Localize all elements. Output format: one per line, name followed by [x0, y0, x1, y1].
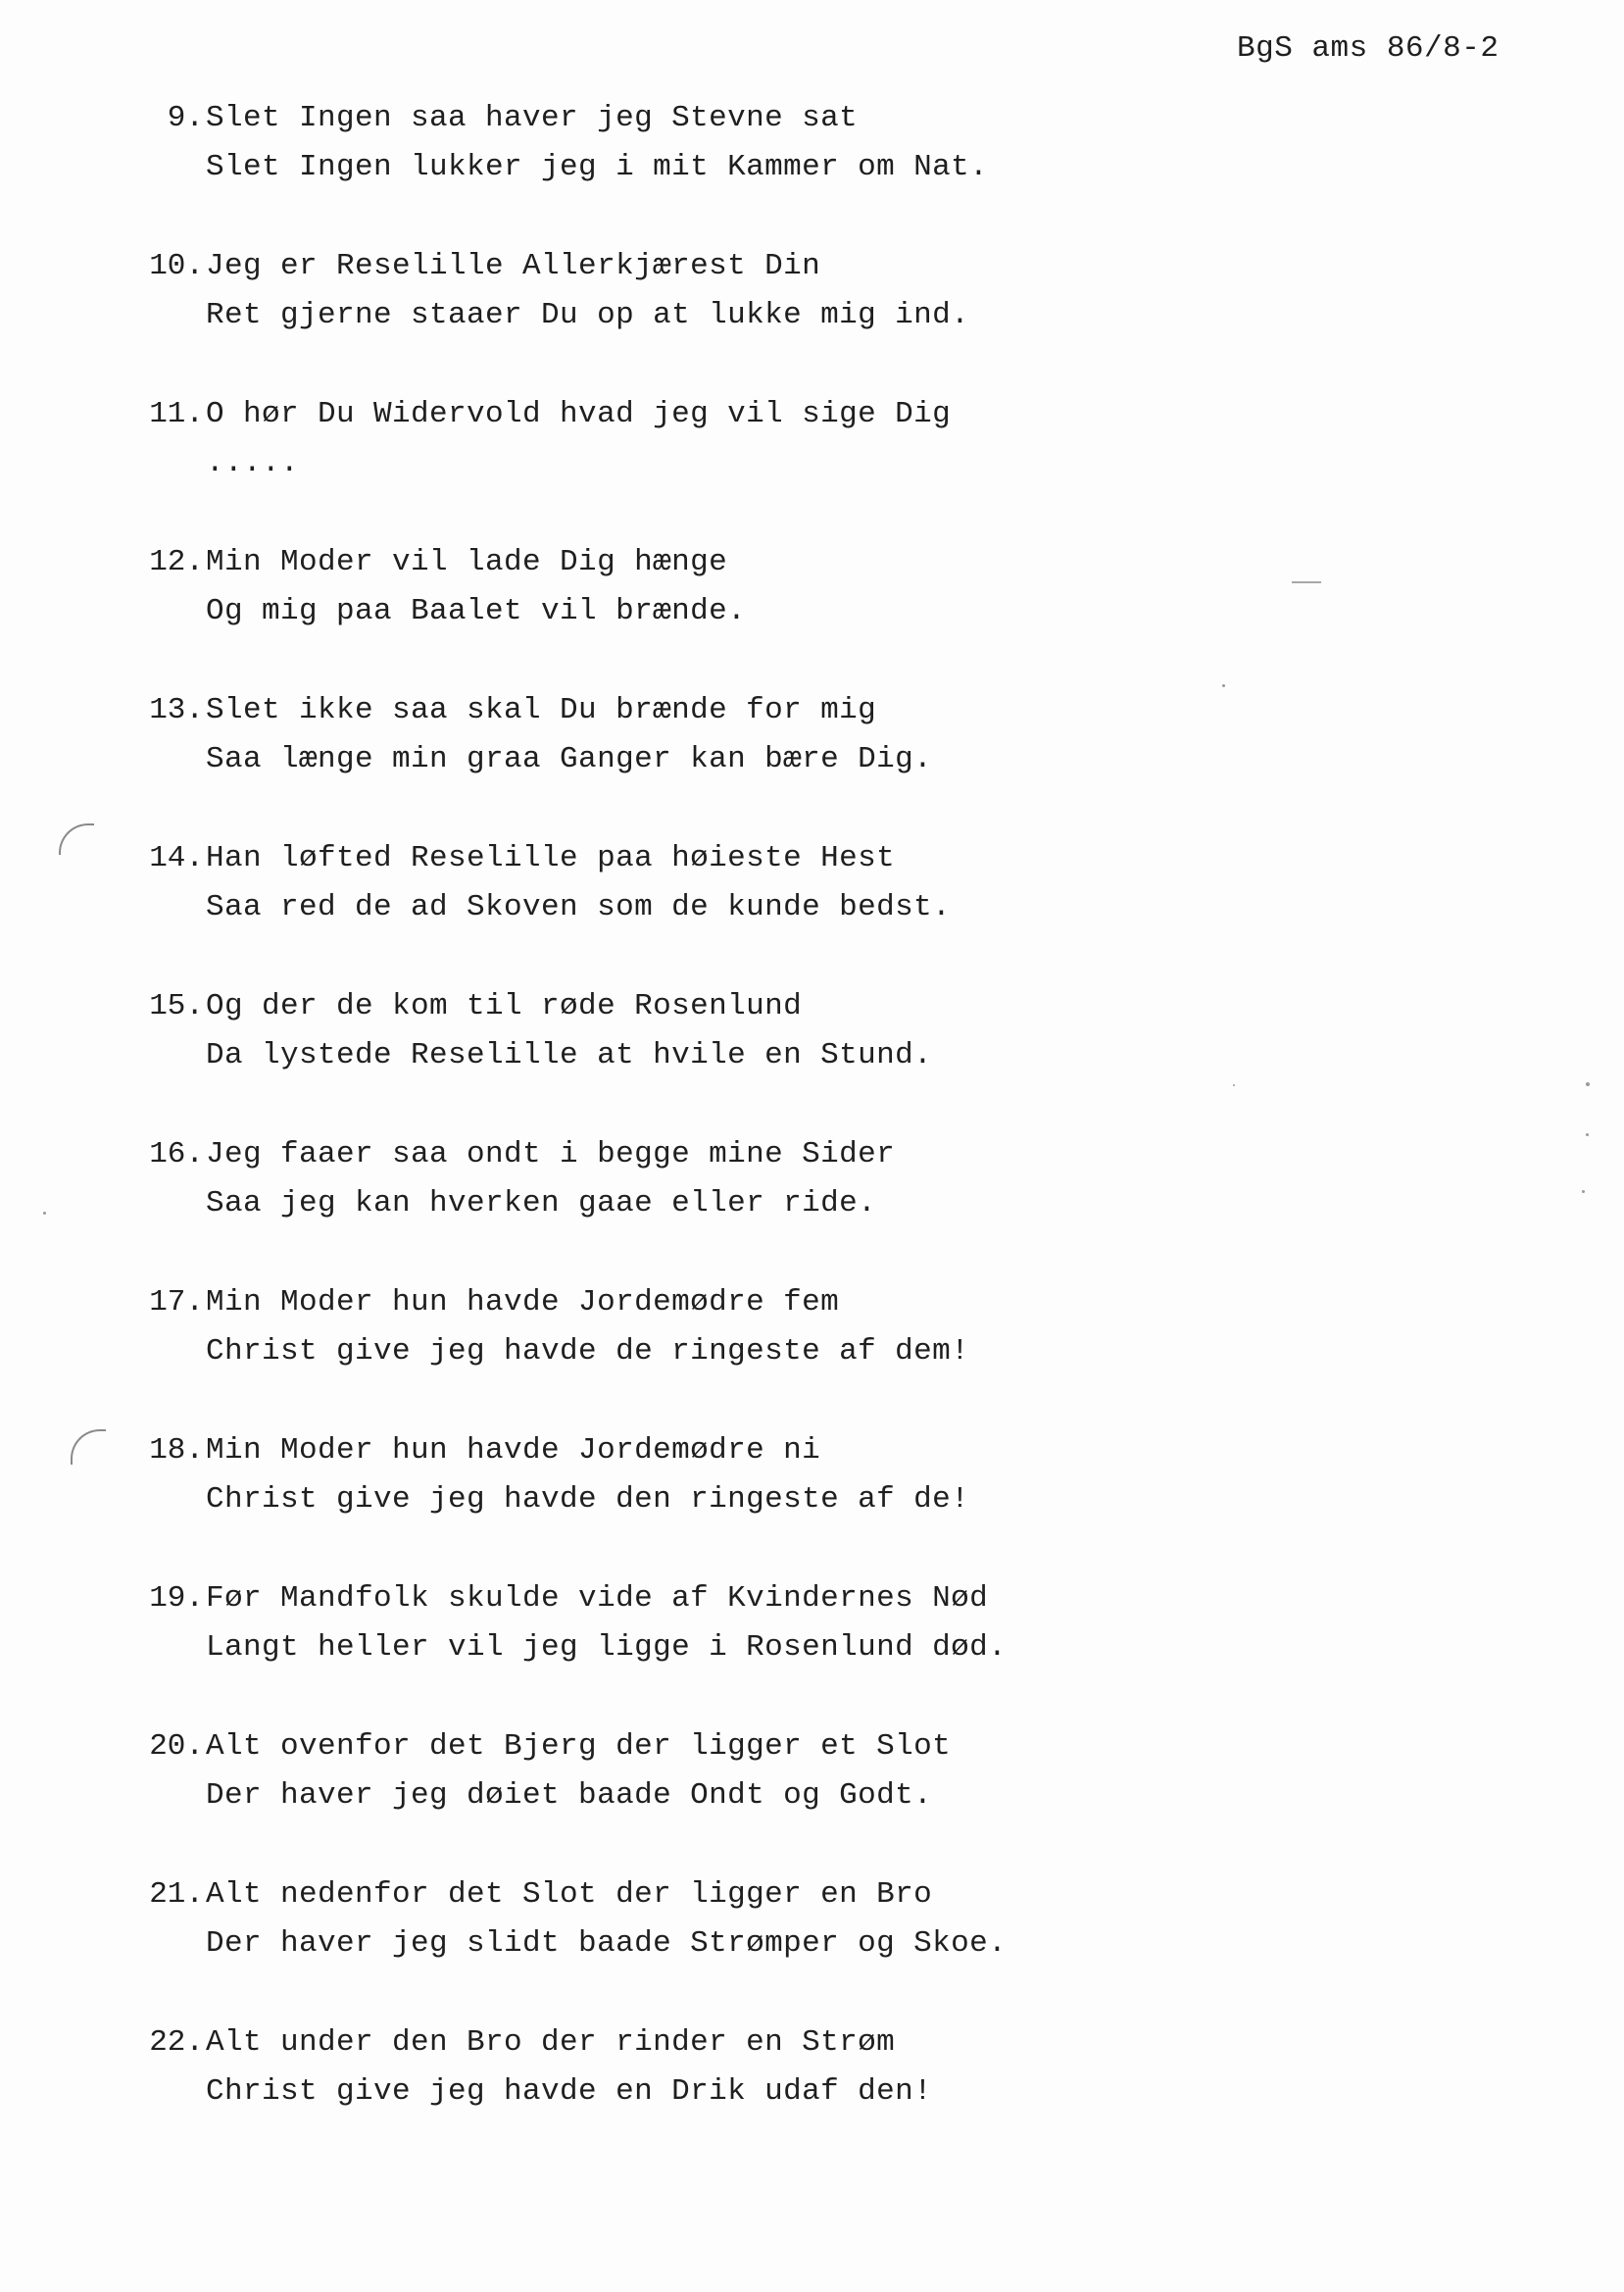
scan-speck: [1586, 1082, 1590, 1086]
verse-22: [125, 2018, 1106, 2167]
verse-line: Alt nedenfor det Slot der ligger en Bro: [206, 1877, 933, 1912]
verse-20: [125, 1722, 1106, 1870]
verse-line: Min Moder hun havde Jordemødre fem: [206, 1285, 840, 1320]
verse-15: [125, 982, 1106, 1130]
verse-12: [125, 538, 1106, 686]
verse-lines: [206, 242, 969, 340]
verse-line: O hør Du Widervold hvad jeg vil sige Dig: [206, 397, 952, 431]
verse-line: Alt under den Bro der rinder en Strøm: [206, 2025, 896, 2060]
verse-line: Jeg er Reselille Allerkjærest Din: [206, 249, 821, 283]
verse-9: [125, 94, 1106, 242]
verse-number: 16.: [149, 1137, 204, 1171]
verse-number: 12.: [149, 545, 204, 579]
verse-line: Langt heller vil jeg ligge i Rosenlund død.: [206, 1630, 1008, 1665]
verse-number: 19.: [149, 1581, 204, 1616]
verse-line: Han løfted Reselille paa høieste Hest: [206, 841, 896, 875]
verse-10: [125, 242, 1106, 390]
verse-lines: [206, 982, 932, 1080]
verse-lines: [206, 538, 746, 636]
verse-line: Min Moder hun havde Jordemødre ni: [206, 1433, 821, 1468]
verse-line: Og mig paa Baalet vil brænde.: [206, 594, 747, 628]
verse-lines: [206, 1278, 969, 1376]
verse-line: Christ give jeg havde en Drik udaf den!: [206, 2074, 933, 2109]
scan-mark: [1292, 581, 1321, 583]
verse-line: Saa red de ad Skoven som de kunde bedst.: [206, 890, 952, 924]
verse-number: 10.: [149, 249, 204, 283]
verse-line: Saa længe min graa Ganger kan bære Dig.: [206, 742, 933, 776]
verse-number: 15.: [149, 989, 204, 1023]
verse-line: Alt ovenfor det Bjerg der ligger et Slot: [206, 1729, 952, 1764]
verse-line: Saa jeg kan hverken gaae eller ride.: [206, 1186, 877, 1221]
verse-line: Min Moder vil lade Dig hænge: [206, 545, 728, 579]
verse-line: Jeg faaer saa ondt i begge mine Sider: [206, 1137, 896, 1171]
verse-lines: [206, 94, 988, 192]
verse-14: [125, 834, 1106, 982]
verse-line: Der haver jeg døiet baade Ondt og Godt.: [206, 1778, 933, 1813]
verse-number: 20.: [149, 1729, 204, 1764]
verse-line: Christ give jeg havde de ringeste af dem!: [206, 1334, 970, 1369]
verse-list: [125, 94, 1106, 2167]
scan-speck: [1586, 1133, 1589, 1136]
scan-mark: [71, 1429, 106, 1465]
verse-11: [125, 390, 1106, 538]
verse-number: 9.: [167, 101, 204, 135]
verse-line: Der haver jeg slidt baade Strømper og Skoe.: [206, 1926, 1008, 1961]
scan-speck: [1233, 1084, 1235, 1086]
verse-line: Slet Ingen saa haver jeg Stevne sat: [206, 101, 859, 135]
verse-lines: [206, 1574, 1007, 1672]
verse-13: [125, 686, 1106, 834]
verse-line: Ret gjerne staaer Du op at lukke mig ind.: [206, 298, 970, 332]
verse-line: Slet ikke saa skal Du brænde for mig: [206, 693, 877, 727]
verse-lines: [206, 390, 951, 488]
verse-line: Før Mandfolk skulde vide af Kvindernes Nød: [206, 1581, 989, 1616]
verse-lines: [206, 1722, 951, 1820]
verse-lines: [206, 1130, 895, 1228]
verse-18: [125, 1426, 1106, 1574]
verse-19: [125, 1574, 1106, 1722]
scan-speck: [1222, 684, 1225, 687]
scan-mark: [59, 823, 94, 855]
verse-lines: [206, 686, 932, 784]
verse-number: 14.: [149, 841, 204, 875]
verse-17: [125, 1278, 1106, 1426]
verse-number: 17.: [149, 1285, 204, 1320]
verse-number: 21.: [149, 1877, 204, 1912]
verse-lines: [206, 1426, 969, 1524]
verse-lines: [206, 2018, 932, 2117]
verse-number: 22.: [149, 2025, 204, 2060]
verse-number: 18.: [149, 1433, 204, 1468]
verse-line: Christ give jeg havde den ringeste af de!: [206, 1482, 970, 1517]
verse-line: .....: [206, 446, 300, 480]
verse-line: Og der de kom til røde Rosenlund: [206, 989, 803, 1023]
document-reference: BgS ams 86/8-2: [1237, 31, 1500, 66]
verse-line: Da lystede Reselille at hvile en Stund.: [206, 1038, 933, 1072]
scan-speck: [43, 1212, 46, 1215]
verse-line: Slet Ingen lukker jeg i mit Kammer om Nat.: [206, 150, 989, 184]
scan-speck: [1582, 1190, 1585, 1193]
verse-number: 11.: [149, 397, 204, 431]
verse-16: [125, 1130, 1106, 1278]
verse-number: 13.: [149, 693, 204, 727]
verse-lines: [206, 1870, 1007, 1968]
verse-lines: [206, 834, 951, 932]
verse-21: [125, 1870, 1106, 2018]
